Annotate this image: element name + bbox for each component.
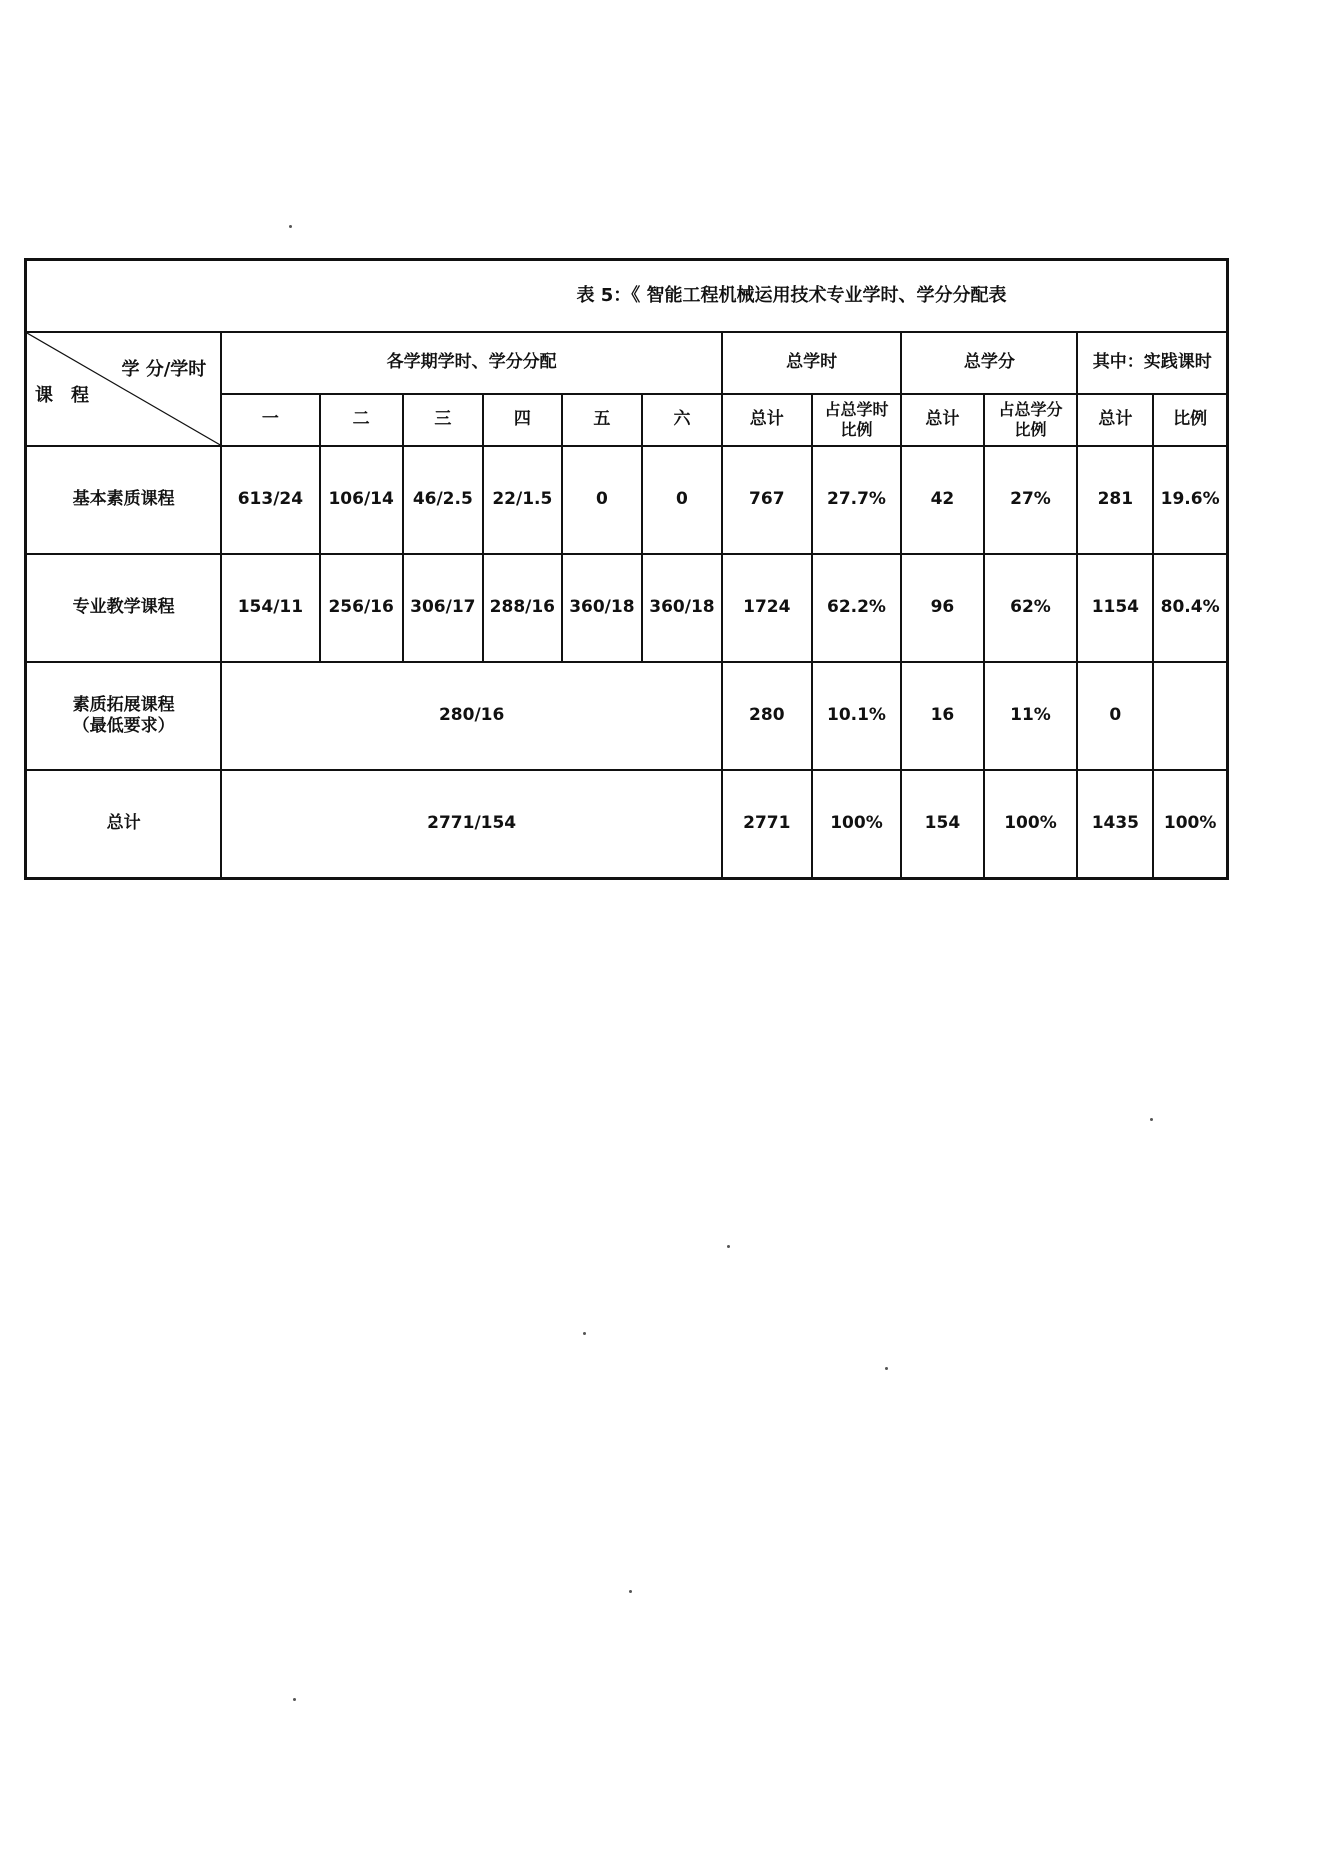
cell-sem-6: 360/18 (642, 554, 722, 662)
cell-credits: 42 (901, 446, 983, 554)
cell-practice-ratio: 19.6% (1153, 446, 1226, 554)
cell-credits: 154 (901, 770, 983, 877)
scan-speck (727, 1245, 730, 1248)
scan-speck (583, 1332, 586, 1335)
semester-2: 二 (320, 394, 403, 446)
cell-hours-ratio: 100% (812, 770, 902, 877)
cell-merged-semesters: 280/16 (221, 662, 722, 770)
corner-header (27, 332, 221, 446)
sub-hours-ratio: 占总学时 比例 (812, 394, 902, 446)
cell-hours: 767 (722, 446, 812, 554)
cell-hours-ratio: 27.7% (812, 446, 902, 554)
cell-hours-ratio: 62.2% (812, 554, 902, 662)
header-total-hours: 总学时 (722, 332, 901, 394)
header-semester-allocation: 各学期学时、学分分配 (221, 332, 722, 394)
cell-sem-5: 360/18 (562, 554, 642, 662)
cell-hours: 1724 (722, 554, 812, 662)
cell-hours: 280 (722, 662, 812, 770)
semester-4: 四 (483, 394, 562, 446)
semester-3: 三 (403, 394, 483, 446)
table-row (27, 446, 1226, 554)
header-total-credits: 总学分 (901, 332, 1077, 394)
cell-practice-ratio: 100% (1153, 770, 1226, 877)
cell-credits-ratio: 100% (984, 770, 1078, 877)
row-name: 总计 (27, 770, 221, 877)
table-title: 表 5：《 智能工程机械运用技术专业学时、学分分配表 (27, 261, 1226, 332)
row-name: 基本素质课程 (27, 446, 221, 554)
cell-sem-5: 0 (562, 446, 642, 554)
cell-sem-3: 306/17 (403, 554, 483, 662)
semester-6: 六 (642, 394, 722, 446)
cell-practice: 281 (1077, 446, 1153, 554)
scan-speck (629, 1590, 632, 1593)
cell-credits: 16 (901, 662, 983, 770)
cell-sem-1: 154/11 (221, 554, 319, 662)
credit-hour-table (24, 258, 1229, 880)
cell-credits-ratio: 11% (984, 662, 1078, 770)
sub-credits-ratio: 占总学分 比例 (984, 394, 1078, 446)
sub-practice-total: 总计 (1077, 394, 1153, 446)
scan-speck (293, 1698, 296, 1701)
cell-merged-semesters: 2771/154 (221, 770, 722, 877)
cell-hours-ratio: 10.1% (812, 662, 902, 770)
cell-practice: 0 (1077, 662, 1153, 770)
cell-practice: 1154 (1077, 554, 1153, 662)
cell-sem-4: 22/1.5 (483, 446, 562, 554)
cell-sem-1: 613/24 (221, 446, 319, 554)
row-name: 素质拓展课程 （最低要求） (27, 662, 221, 770)
row-name: 专业教学课程 (27, 554, 221, 662)
semester-1: 一 (221, 394, 319, 446)
semester-5: 五 (562, 394, 642, 446)
allocation-table (27, 261, 1226, 877)
corner-label-course: 课 程 (35, 384, 89, 406)
corner-label-credits-hours: 学 分/学时 (121, 359, 207, 380)
cell-credits: 96 (901, 554, 983, 662)
header-practice-hours: 其中：实践课时 (1077, 332, 1226, 394)
cell-hours: 2771 (722, 770, 812, 877)
scan-speck (885, 1367, 888, 1370)
cell-sem-6: 0 (642, 446, 722, 554)
cell-sem-2: 106/14 (320, 446, 403, 554)
table-row (27, 662, 1226, 770)
cell-practice: 1435 (1077, 770, 1153, 877)
cell-sem-4: 288/16 (483, 554, 562, 662)
scan-speck (289, 225, 292, 228)
cell-sem-3: 46/2.5 (403, 446, 483, 554)
cell-credits-ratio: 62% (984, 554, 1078, 662)
sub-practice-ratio: 比例 (1153, 394, 1226, 446)
cell-credits-ratio: 27% (984, 446, 1078, 554)
cell-sem-2: 256/16 (320, 554, 403, 662)
table-row (27, 554, 1226, 662)
cell-practice-ratio (1153, 662, 1226, 770)
table-row (27, 770, 1226, 877)
cell-practice-ratio: 80.4% (1153, 554, 1226, 662)
sub-credits-total: 总计 (901, 394, 983, 446)
sub-hours-total: 总计 (722, 394, 812, 446)
scan-speck (1150, 1118, 1153, 1121)
